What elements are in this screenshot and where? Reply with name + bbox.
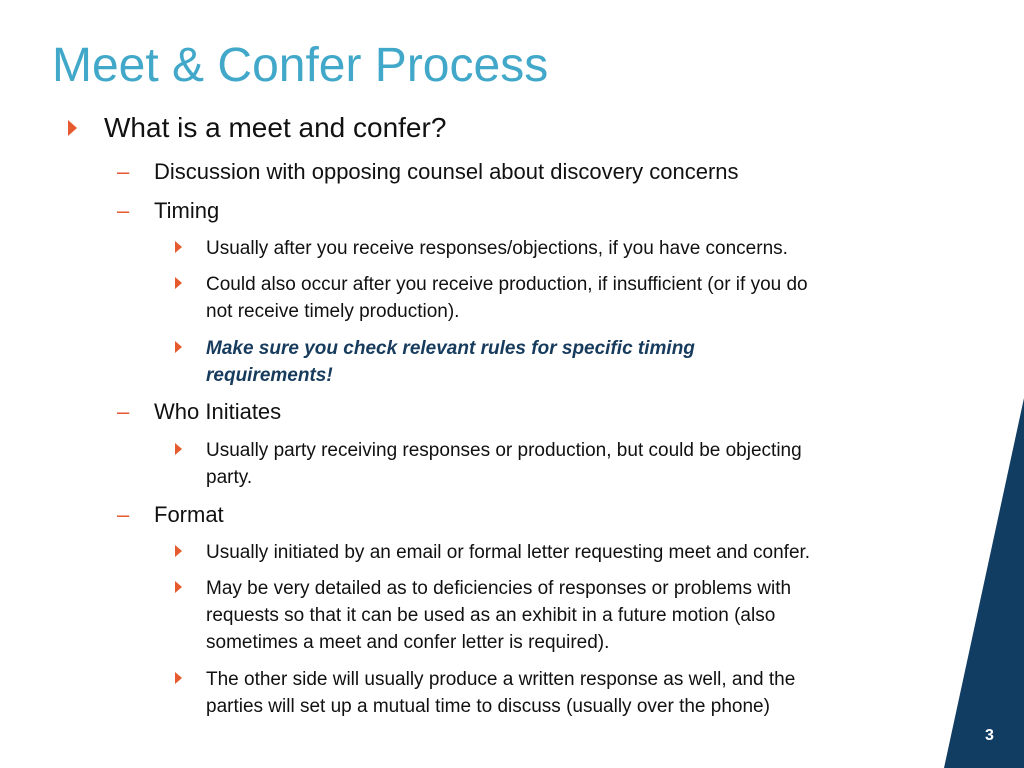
- timing-item-3-line-2: requirements!: [206, 365, 333, 386]
- timing-item-1: Usually after you receive responses/objections, if you have concerns.: [206, 238, 788, 259]
- who-initiates-item-line-2: party.: [206, 467, 253, 488]
- triangle-right-icon: [175, 443, 182, 455]
- timing-item-2-line-1: Could also occur after you receive production, if insufficient (or if you do: [206, 274, 808, 295]
- triangle-right-icon: [68, 120, 77, 136]
- timing-label: Timing: [154, 198, 220, 223]
- triangle-right-icon: [175, 277, 182, 289]
- triangle-right-icon: [175, 241, 182, 253]
- format-item-3-line-1: The other side will usually produce a written response as well, and the: [206, 669, 796, 690]
- format-item-2-line-1: May be very detailed as to deficiencies of responses or problems with: [206, 578, 792, 599]
- who-initiates-item-line-1: Usually party receiving responses or production, but could be objecting: [206, 440, 802, 461]
- discussion-text: Discussion with opposing counsel about discovery concerns: [154, 159, 739, 184]
- corner-accent-shape: [944, 398, 1024, 768]
- slide-title: Meet & Confer Process: [52, 39, 549, 92]
- format-item-1: Usually initiated by an email or formal letter requesting meet and confer.: [206, 542, 811, 563]
- timing-item-3-line-1: Make sure you check relevant rules for specific timing: [206, 338, 695, 359]
- dash-icon: –: [117, 159, 130, 184]
- format-item-3-line-2: parties will set up a mutual time to discuss (usually over the phone): [206, 696, 770, 717]
- triangle-right-icon: [175, 545, 182, 557]
- triangle-right-icon: [175, 581, 182, 593]
- format-label: Format: [154, 502, 224, 527]
- dash-icon: –: [117, 502, 130, 527]
- timing-item-2-line-2: not receive timely production).: [206, 301, 460, 322]
- format-item-2-line-3: sometimes a meet and confer letter is required).: [206, 632, 610, 653]
- triangle-right-icon: [175, 672, 182, 684]
- dash-icon: –: [117, 198, 130, 223]
- format-item-2-line-2: requests so that it can be used as an exhibit in a future motion (also: [206, 605, 776, 626]
- page-number: 3: [985, 727, 994, 744]
- triangle-right-icon: [175, 341, 182, 353]
- who-initiates-label: Who Initiates: [154, 399, 282, 424]
- dash-icon: –: [117, 399, 130, 424]
- main-question: What is a meet and confer?: [104, 112, 447, 143]
